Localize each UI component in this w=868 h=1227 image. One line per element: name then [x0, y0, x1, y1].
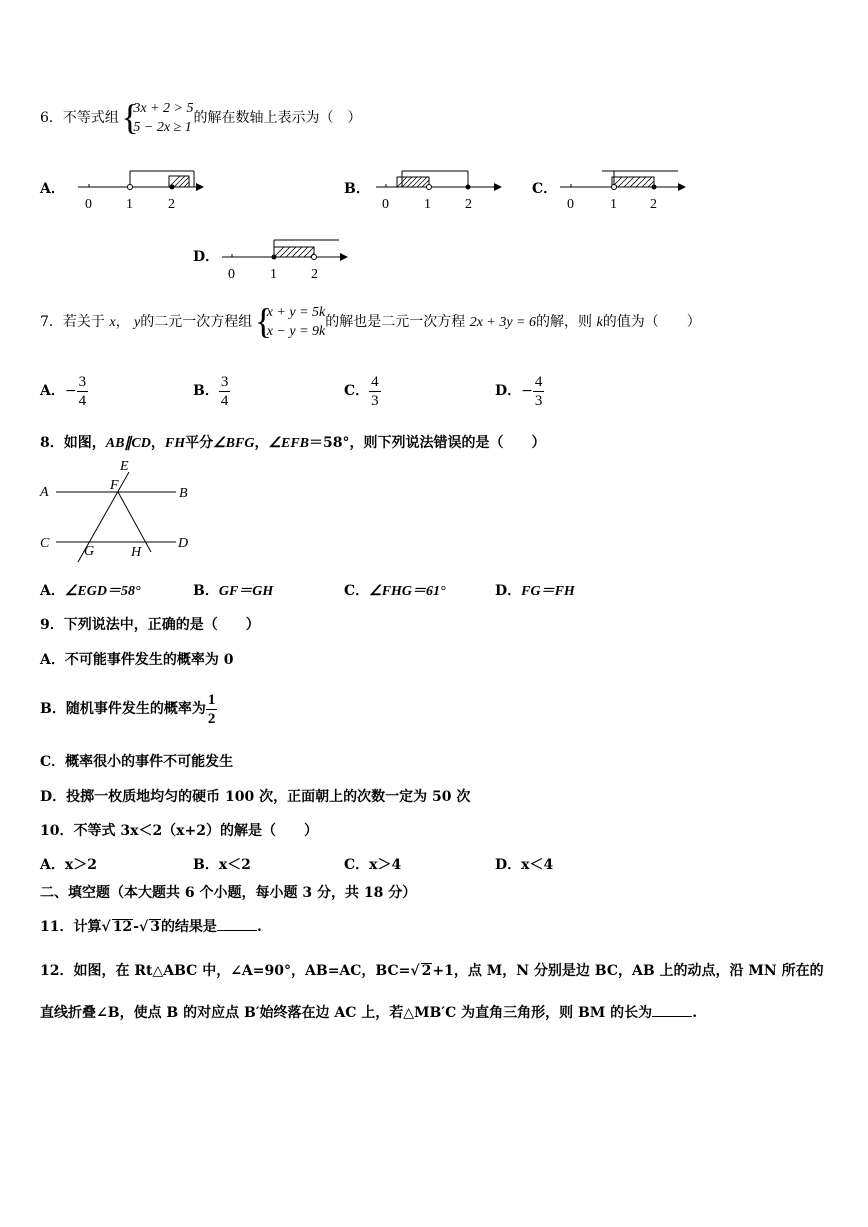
q7-text-4: 的解也是二元一次方程 — [325, 314, 466, 330]
q8-option-d-label: D． — [495, 583, 522, 599]
label-e: E — [120, 459, 129, 474]
q8-option-a — [40, 580, 141, 600]
q8-option-b — [193, 580, 273, 600]
numerator: 4 — [534, 373, 543, 390]
q6-stem — [40, 98, 361, 138]
q10-stem: 10．不等式 3x＜2（x+2）的解是（ ） — [40, 823, 319, 839]
numerator: 4 — [371, 373, 379, 390]
fraction — [219, 373, 231, 410]
q6-option-a-number-line — [78, 165, 208, 213]
q9-option-c: C．概率很小的事件不可能发生 — [40, 754, 234, 770]
q8-number: 8． — [40, 435, 64, 451]
q6-number: 6． — [40, 110, 63, 126]
q8-option-c — [344, 580, 446, 600]
q9-option-a: A．不可能事件发生的概率为 0 — [40, 652, 234, 668]
label-f: F — [110, 478, 119, 493]
tick-0: 0 — [567, 197, 574, 212]
q7-equation-1: x + y = 5k — [266, 305, 326, 320]
q6-text-post: 的解在数轴上表示为（ ） — [193, 110, 362, 126]
q8-text-4: ， — [254, 435, 269, 451]
q8-option-c-text: ∠FHG＝61° — [369, 584, 446, 599]
denominator: 4 — [78, 392, 87, 409]
q9-option-b — [40, 689, 217, 729]
q7-var-y: y — [134, 315, 141, 330]
label-b: B — [179, 486, 188, 501]
tick-2: 2 — [465, 197, 472, 212]
left-brace-icon: { — [254, 301, 272, 341]
denominator: 3 — [371, 392, 379, 409]
q7-option-d-label: D． — [495, 383, 522, 399]
q8-math-2: FH — [164, 436, 186, 451]
q8-option-a-text: ∠EGD＝58° — [64, 584, 141, 599]
tick-1: 1 — [126, 197, 133, 212]
q7-option-d — [495, 371, 544, 411]
answer-blank — [217, 918, 257, 931]
label-c: C — [40, 536, 50, 551]
q6-inequality-1: 3x + 2 > 5 — [133, 101, 194, 116]
q11-radicand-1: 12 — [112, 919, 133, 935]
q8-geometry-figure — [36, 455, 206, 565]
q7-text-1: 若关于 — [62, 314, 105, 330]
q8-math-1: AB∥CD — [105, 436, 151, 451]
q7-text-6: 的值为（ ） — [602, 314, 701, 330]
q6-option-c-number-line — [560, 165, 690, 213]
label-h: H — [131, 545, 142, 560]
label-g: G — [84, 544, 95, 559]
q8-option-c-label: C． — [344, 583, 370, 599]
q11-text-pre: 11．计算 — [40, 919, 102, 935]
minus-sign: − — [64, 383, 77, 399]
q10-option-a: A．x＞2 — [40, 857, 97, 873]
sqrt-icon: √ — [410, 963, 420, 979]
q8-option-a-label: A． — [40, 583, 65, 599]
tick-2: 2 — [311, 267, 318, 281]
q6-option-d-number-line — [220, 233, 355, 281]
q6-text-pre: 不等式组 — [62, 110, 119, 126]
minus-sign: − — [521, 383, 533, 399]
tick-0: 0 — [382, 197, 389, 212]
q7-option-b-label: B． — [193, 383, 219, 399]
q7-number: 7． — [40, 314, 63, 330]
fraction — [77, 373, 89, 410]
q8-text-5: ＝58°，则下列说法错误的是（ ） — [309, 435, 546, 451]
q8-math-4: ∠EFB — [268, 436, 310, 451]
q7-option-a-label: A． — [40, 383, 65, 399]
q12-text-3: 直线折叠∠B，使点 B 的对应点 B′始终落在边 AC 上，若△MB′C 为直角三角形，则 BM 的长为 — [40, 1005, 653, 1021]
fraction — [533, 373, 545, 410]
q6-option-b-number-line — [372, 165, 507, 213]
q6-inequality-2: 5 − 2x ≥ 1 — [133, 120, 192, 135]
answer-blank — [652, 1004, 692, 1017]
fraction — [206, 691, 218, 728]
q6-option-a-label: A． — [40, 181, 65, 197]
q11-minus: - — [133, 919, 139, 935]
q7-equation-2: x − y = 9k — [266, 324, 326, 339]
q12-line-1 — [40, 960, 824, 980]
q7-text-5: 的解，则 — [536, 314, 593, 330]
q8-math-3: ∠BFG — [213, 436, 255, 451]
q7-equation-3: 2x + 3y = 6 — [469, 315, 537, 330]
q10-option-d: D．x＜4 — [495, 857, 554, 873]
numerator: 1 — [207, 691, 216, 708]
q11-stem — [40, 916, 262, 936]
q8-text-2: ， — [150, 435, 165, 451]
q8-option-b-text: GF＝GH — [218, 584, 274, 599]
q11-text-post: 的结果是 — [160, 919, 217, 935]
q7-text-2: ， — [115, 314, 130, 330]
section-2-heading: 二、填空题（本大题共 6 个小题，每小题 3 分，共 18 分） — [40, 885, 417, 901]
tick-1: 1 — [424, 197, 431, 212]
q6-option-c-label: C． — [532, 181, 558, 197]
q8-text-1: 如图， — [63, 435, 106, 451]
q8-text-3: 平分 — [185, 435, 214, 451]
q7-stem — [40, 302, 701, 342]
q7-var-k: k — [596, 315, 603, 330]
tick-0: 0 — [228, 267, 235, 281]
denominator: 3 — [534, 392, 543, 409]
q12-text-1: 12．如图，在 Rt△ABC 中，∠A=90°，AB=AC，BC= — [40, 963, 411, 979]
q11-radicand-2: 3 — [150, 919, 160, 935]
q7-var-x: x — [109, 315, 116, 330]
q7-option-c-label: C． — [344, 383, 370, 399]
tick-2: 2 — [650, 197, 657, 212]
tick-2: 2 — [168, 197, 175, 212]
sqrt-icon: √ — [138, 919, 149, 935]
q12-radicand: 2 — [421, 963, 432, 979]
q12-period: . — [692, 1005, 698, 1021]
q7-equation-system — [254, 301, 326, 341]
q7-option-a — [40, 371, 88, 411]
q11-period: . — [256, 919, 262, 935]
q8-stem — [40, 432, 546, 452]
tick-0: 0 — [85, 197, 92, 212]
q7-option-b — [193, 371, 230, 411]
q8-option-d — [495, 580, 575, 600]
q9-option-d: D．投掷一枚质地均匀的硬币 100 次，正面朝上的次数一定为 50 次 — [40, 789, 471, 805]
q12-line-2 — [40, 1002, 697, 1022]
q9-option-b-text: B．随机事件发生的概率为 — [40, 701, 206, 717]
q12-text-2: +1，点 M，N 分别是边 BC，AB 上的动点，沿 MN 所在的 — [432, 963, 824, 979]
label-d: D — [178, 536, 189, 551]
left-brace-icon: { — [121, 97, 139, 137]
q6-inequality-system — [123, 99, 193, 137]
q6-option-b-label: B． — [344, 181, 370, 197]
label-a: A — [40, 485, 49, 500]
q9-stem: 9．下列说法中，正确的是（ ） — [40, 617, 260, 633]
q10-option-b: B．x＜2 — [193, 857, 251, 873]
numerator: 3 — [220, 373, 229, 390]
sqrt-icon: √ — [101, 919, 111, 935]
fraction — [369, 373, 381, 410]
tick-1: 1 — [610, 197, 617, 212]
q7-text-3: 的二元一次方程组 — [140, 314, 253, 330]
denominator: 4 — [220, 392, 229, 409]
denominator: 2 — [207, 710, 216, 727]
q10-option-c: C．x＞4 — [344, 857, 402, 873]
tick-1: 1 — [270, 267, 277, 281]
q7-option-c — [344, 371, 381, 411]
q8-option-b-label: B． — [193, 583, 219, 599]
q8-option-d-text: FG＝FH — [521, 584, 575, 599]
q6-option-d-label: D． — [193, 249, 220, 265]
numerator: 3 — [78, 373, 87, 390]
